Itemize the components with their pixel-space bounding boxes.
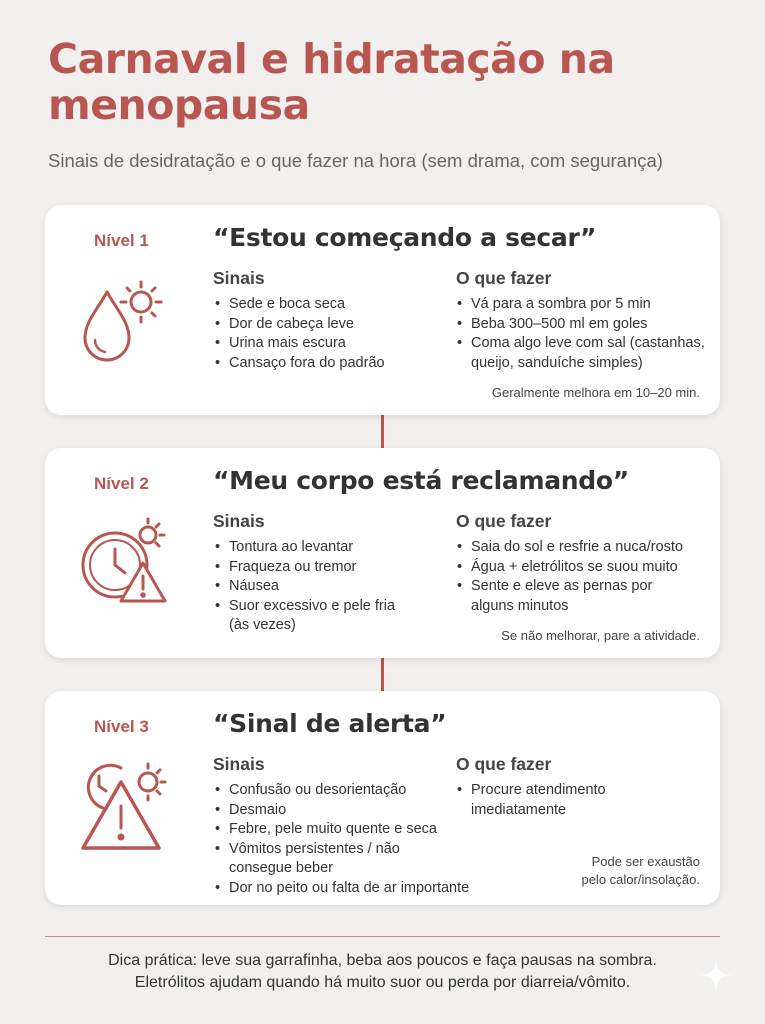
list-item: • Dor no peito ou falta de ar importante <box>215 879 515 899</box>
list-item: • Beba 300–500 ml em goles <box>457 315 719 335</box>
card-note: Pode ser exaustão pelo calor/insolação. <box>581 854 700 887</box>
list-item: • Vá para a sombra por 5 min <box>457 295 719 315</box>
signs-list <box>215 538 455 636</box>
list-item: • Procure atendimento imediatamente <box>457 781 637 820</box>
list-item: • Cansaço fora do padrão <box>215 354 455 374</box>
signs-list <box>215 781 470 898</box>
list-item: • Febre, pele muito quente e seca <box>215 820 475 840</box>
level-quote: “Estou começando a secar” <box>213 223 597 252</box>
level-label: Nível 2 <box>94 474 149 493</box>
footer-tip <box>40 950 725 994</box>
tip-line-2: Eletrólitos ajudam quando há muito suor ou perda por diarreia/vômito. <box>134 974 631 991</box>
clock-sun-alert-icon <box>75 756 175 856</box>
list-item: • Suor excessivo e pele fria (às vezes) <box>215 597 415 636</box>
actions-list <box>457 538 719 616</box>
list-item: • Coma algo leve com sal (castanhas, queijo, sanduíche simples) <box>457 334 719 373</box>
actions-title: O que fazer <box>456 511 552 531</box>
actions-title: O que fazer <box>456 268 552 288</box>
level-quote: “Meu corpo está reclamando” <box>213 466 629 495</box>
connector-line-2 <box>381 657 384 691</box>
clock-sun-warning-icon <box>75 513 175 613</box>
signs-title: Sinais <box>213 511 265 531</box>
signs-title: Sinais <box>213 268 265 288</box>
level-quote: “Sinal de alerta” <box>213 709 447 738</box>
list-item: • Sede e boca seca <box>215 295 455 315</box>
page-title: Carnaval e hidratação na menopausa <box>48 35 615 129</box>
list-item: • Fraqueza ou tremor <box>215 558 455 578</box>
signs-title: Sinais <box>213 754 265 774</box>
footer-divider <box>45 936 720 937</box>
actions-list <box>457 295 719 373</box>
list-item: • Confusão ou desorientação <box>215 781 455 801</box>
level-3-card <box>45 691 720 905</box>
list-item: • Sente e eleve as pernas por alguns minutos <box>457 577 687 616</box>
list-item: • Dor de cabeça leve <box>215 315 455 335</box>
tip-line-1: Dica prática: leve sua garrafinha, beba aos poucos e faça pausas na sombra. <box>108 952 657 969</box>
sparkle-icon <box>696 955 736 995</box>
list-item: • Desmaio <box>215 801 455 821</box>
card-note: Geralmente melhora em 10–20 min. <box>491 385 700 400</box>
actions-list <box>457 781 719 820</box>
page-subtitle: Sinais de desidratação e o que fazer na hora (sem drama, com segurança) <box>48 150 663 171</box>
card-note: Se não melhorar, pare a atividade. <box>501 628 700 643</box>
level-2-card <box>45 448 720 658</box>
level-1-card <box>45 205 720 415</box>
water-drop-sun-icon <box>75 270 175 370</box>
list-item: • Vômitos persistentes / não consegue beber <box>215 840 415 879</box>
list-item: • Tontura ao levantar <box>215 538 455 558</box>
list-item: • Urina mais escura <box>215 334 455 354</box>
list-item: • Água + eletrólitos se suou muito <box>457 558 719 578</box>
level-label: Nível 1 <box>94 231 149 250</box>
actions-title: O que fazer <box>456 754 552 774</box>
signs-list <box>215 295 455 373</box>
list-item: • Saia do sol e resfrie a nuca/rosto <box>457 538 719 558</box>
list-item: • Náusea <box>215 577 455 597</box>
connector-line-1 <box>381 414 384 448</box>
level-label: Nível 3 <box>94 717 149 736</box>
